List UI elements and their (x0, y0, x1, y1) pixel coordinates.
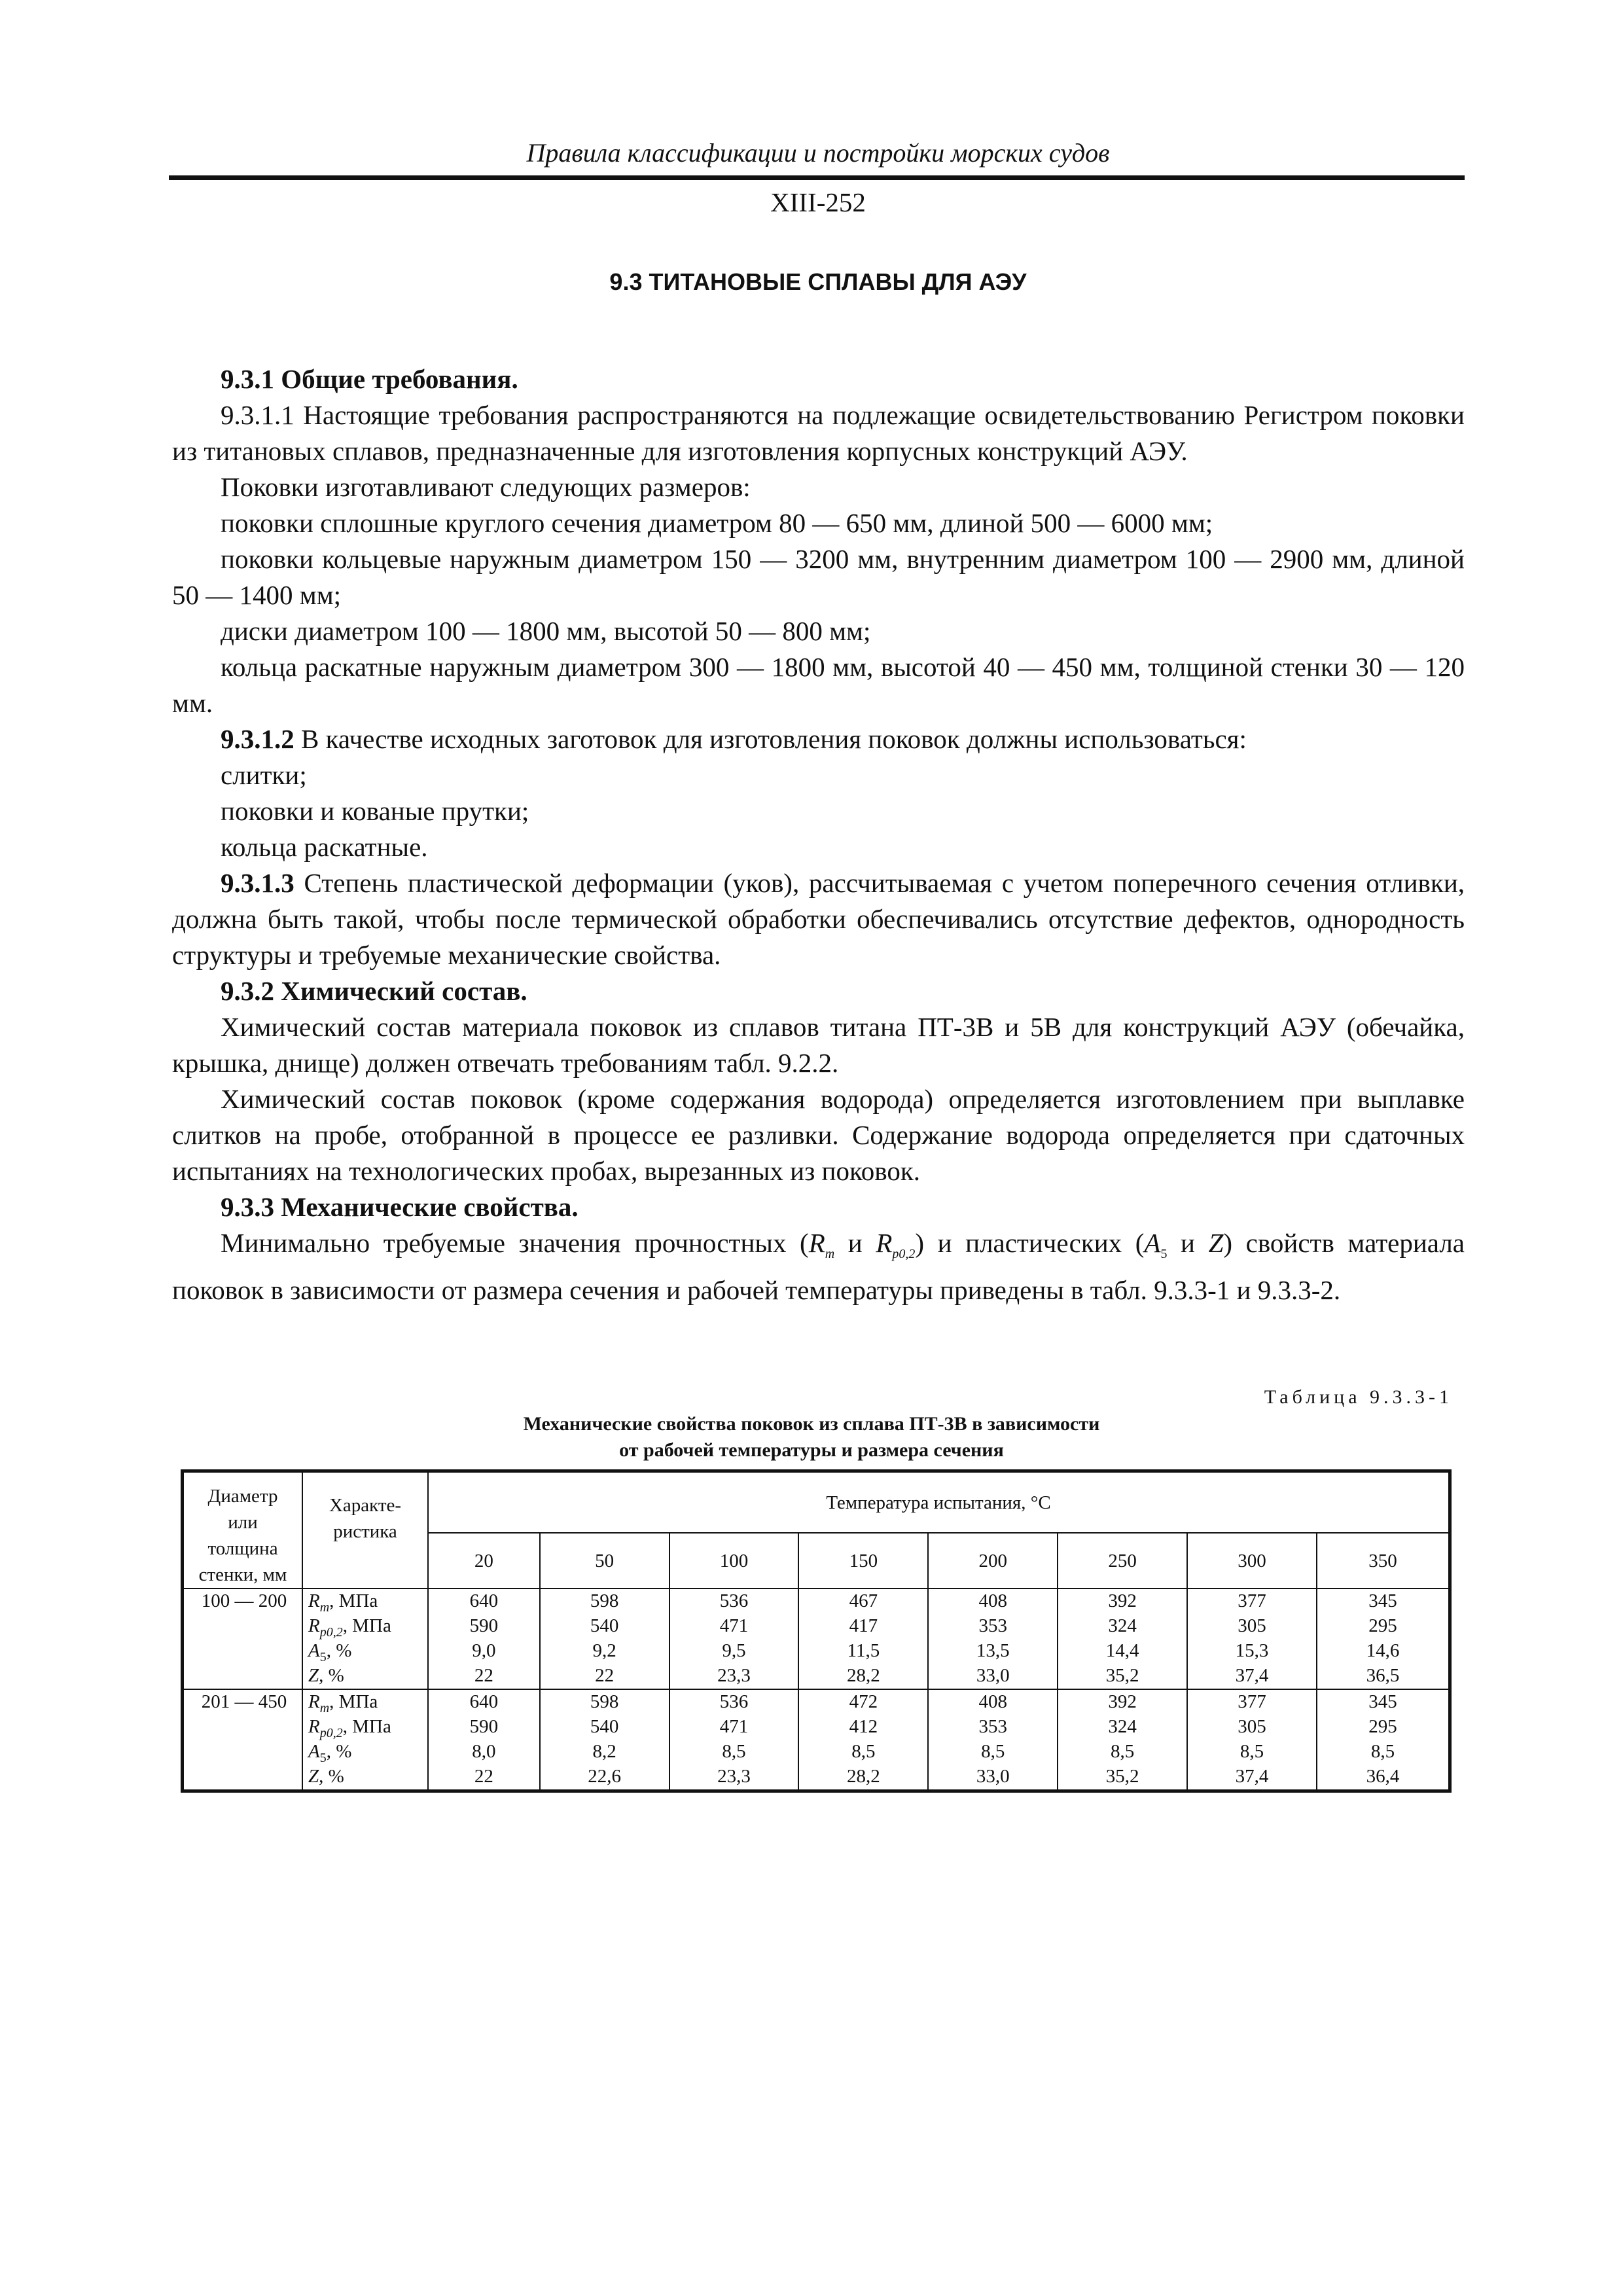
para-chem-1: Химический состав материала поковок из сплавов титана ПТ-3В и 5В для конструкций АЭУ (обечайка, крышка, днище) должен отвечать требованиям табл. 9.2.2. (172, 1012, 1465, 1078)
page-number: XIII-252 (770, 187, 866, 217)
table-row (183, 1588, 1450, 1689)
running-head: Правила классификации и постройки морских судов (526, 138, 1110, 168)
list-item: кольца раскатные. (221, 832, 428, 862)
value-cell: 392 324 8,5 35,2 (1058, 1689, 1187, 1791)
para-9-3-1-2: 9.3.1.2 В качестве исходных заготовок для изготовления поковок должны использоваться: (221, 724, 1247, 754)
temperature-cell: 150 (798, 1533, 928, 1588)
value-cell: 345 295 14,6 36,5 (1317, 1588, 1450, 1689)
value-cell: 377 305 15,3 37,4 (1187, 1588, 1317, 1689)
para-mech: Минимально требуемые значения прочностных ($R_m$ и $R_{p0,2}$) и пластических ($A_5$ и Z) свойств материала поковок в зависимости от размера сечения и рабочей температуры приведены в табл. 9.3.3-1 и 9.3.3-2. (172, 1228, 1465, 1306)
characteristic-cell: $R_m$, МПа $R_{p0,2}$, МПа $A_5$, % Z, % (302, 1588, 428, 1689)
value-cell: 640 590 8,0 22 (428, 1689, 540, 1791)
temperature-cell: 300 (1187, 1533, 1317, 1588)
size-range-cell: 201 — 450 (183, 1689, 303, 1791)
list-item: поковки кольцевые наружным диаметром 150 — 3200 мм, внутренним диаметром 100 — 2900 мм, длиной 50 — 1400 мм; (172, 544, 1465, 610)
value-cell: 536 471 9,5 23,3 (669, 1588, 799, 1689)
header-temperature: Температура испытания, °C (428, 1471, 1450, 1534)
heading-9-3-1: 9.3.1 Общие требования. (221, 364, 518, 394)
value-cell: 536 471 8,5 23,3 (669, 1689, 799, 1791)
characteristic-cell: $R_m$, МПа $R_{p0,2}$, МПа $A_5$, % Z, % (302, 1689, 428, 1791)
size-range-cell: 100 — 200 (183, 1588, 303, 1689)
value-cell: 467 417 11,5 28,2 (798, 1588, 928, 1689)
para-9-3-1-1: 9.3.1.1 Настоящие требования распространяются на подлежащие освидетельствованию Регистром поковки из титановых сплавов, предназначенные для изготовления корпусных конструкций АЭУ. (172, 400, 1465, 466)
temperature-cell: 100 (669, 1533, 799, 1588)
header-characteristic: Характе- ристика (302, 1471, 428, 1589)
table-label: Таблица 9.3.3-1 (1264, 1386, 1453, 1408)
value-cell: 345 295 8,5 36,4 (1317, 1689, 1450, 1791)
list-item: слитки; (221, 760, 307, 790)
value-cell: 408 353 8,5 33,0 (928, 1689, 1058, 1791)
para-9-3-1-3: 9.3.1.3 Степень пластической деформации (уков), рассчитываемая с учетом поперечного сечения отливки, должна быть такой, чтобы после термической обработки обеспечивались отсутствие дефектов, однородность структуры и требуемые механические свойства. (172, 868, 1465, 970)
header-diameter: Диаметр или толщина стенки, мм (183, 1471, 303, 1589)
value-cell: 377 305 8,5 37,4 (1187, 1689, 1317, 1791)
header-rule (169, 175, 1465, 180)
heading-9-3-3: 9.3.3 Механические свойства. (221, 1192, 579, 1222)
value-cell: 392 324 14,4 35,2 (1058, 1588, 1187, 1689)
list-item: диски диаметром 100 — 1800 мм, высотой 50 — 800 мм; (221, 616, 871, 646)
para-chem-2: Химический состав поковок (кроме содержания водорода) определяется изготовлением при выплавке слитков на пробе, отобранной в процессе ее разливки. Содержание водорода определяется при сдаточных испытаниях на технологических пробах, вырезанных из поковок. (172, 1084, 1465, 1186)
body-text (172, 361, 1465, 1308)
list-item: поковки сплошные круглого сечения диаметром 80 — 650 мм, длиной 500 — 6000 мм; (221, 508, 1213, 538)
value-cell: 640 590 9,0 22 (428, 1588, 540, 1689)
temperature-cell: 250 (1058, 1533, 1187, 1588)
temperature-cell: 350 (1317, 1533, 1450, 1588)
temperature-cell: 20 (428, 1533, 540, 1588)
temperature-cell: 50 (540, 1533, 669, 1588)
table-row (183, 1689, 1450, 1791)
value-cell: 598 540 9,2 22 (540, 1588, 669, 1689)
value-cell: 598 540 8,2 22,6 (540, 1689, 669, 1791)
table-caption: Механические свойства поковок из сплава ПТ-3В в зависимости от рабочей температуры и размера сечения (523, 1413, 1100, 1461)
section-title: 9.3 ТИТАНОВЫЕ СПЛАВЫ ДЛЯ АЭУ (609, 268, 1027, 295)
mechanical-properties-table (181, 1469, 1452, 1793)
value-cell: 472 412 8,5 28,2 (798, 1689, 928, 1791)
para-sizes-intro: Поковки изготавливают следующих размеров: (221, 472, 751, 502)
value-cell: 408 353 13,5 33,0 (928, 1588, 1058, 1689)
list-item: поковки и кованые прутки; (221, 796, 529, 826)
list-item: кольца раскатные наружным диаметром 300 — 1800 мм, высотой 40 — 450 мм, толщиной стенки 30 — 120 мм. (172, 652, 1465, 718)
temperature-cell: 200 (928, 1533, 1058, 1588)
heading-9-3-2: 9.3.2 Химический состав. (221, 976, 527, 1006)
